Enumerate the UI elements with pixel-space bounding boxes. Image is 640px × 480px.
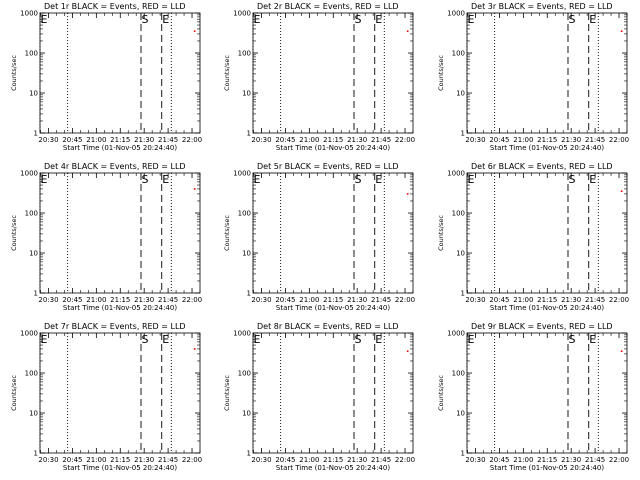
y-axis-label: Counts/sec (223, 215, 231, 251)
plot-frame (40, 13, 200, 133)
plot-frame (467, 173, 627, 293)
x-tick-label: 21:30 (561, 136, 582, 144)
event-marker-s: S (141, 173, 149, 186)
x-tick-label: 21:00 (513, 296, 534, 304)
x-tick-label: 20:30 (38, 456, 59, 464)
event-marker-e: E (40, 173, 48, 186)
plot-frame (467, 333, 627, 453)
x-tick-label: 20:30 (251, 456, 272, 464)
x-tick-label: 20:30 (38, 136, 59, 144)
x-axis-label: Start Time (01-Nov-05 20:24:40) (489, 144, 605, 152)
event-marker-e: E (467, 333, 475, 346)
y-axis-label: Counts/sec (10, 375, 18, 411)
event-marker-s: S (568, 173, 576, 186)
x-tick-label: 21:45 (585, 296, 606, 304)
x-tick-label: 21:00 (513, 456, 534, 464)
x-tick-label: 20:45 (275, 136, 296, 144)
x-axis-label: Start Time (01-Nov-05 20:24:40) (62, 144, 178, 152)
x-tick-label: 21:15 (110, 296, 131, 304)
y-tick-label: 1000 (20, 9, 38, 18)
x-tick-label: 21:15 (110, 456, 131, 464)
x-tick-label: 22:00 (394, 296, 416, 304)
x-axis-label: Start Time (01-Nov-05 20:24:40) (275, 304, 391, 312)
panel-det-1 (10, 2, 202, 152)
x-tick-label: 21:15 (323, 456, 344, 464)
event-marker-e: E (467, 13, 475, 26)
y-tick-label: 1 (33, 449, 38, 458)
panel-det-2 (223, 2, 415, 152)
y-axis-label: Counts/sec (437, 215, 445, 251)
x-tick-label: 21:00 (299, 456, 320, 464)
lld-data-point (194, 30, 196, 32)
y-tick-label: 1000 (447, 9, 465, 18)
x-tick-label: 21:30 (347, 456, 368, 464)
x-tick-label: 20:30 (465, 136, 486, 144)
x-tick-label: 21:30 (561, 456, 582, 464)
y-tick-label: 100 (24, 209, 38, 218)
y-axis-label: Counts/sec (437, 55, 445, 91)
lld-data-point (407, 350, 409, 352)
event-marker-e: E (253, 13, 261, 26)
x-tick-label: 21:00 (299, 296, 320, 304)
x-axis-label: Start Time (01-Nov-05 20:24:40) (489, 464, 605, 472)
y-tick-label: 10 (29, 409, 38, 418)
y-tick-label: 1 (460, 129, 465, 138)
x-tick-label: 20:45 (62, 136, 83, 144)
x-axis-label: Start Time (01-Nov-05 20:24:40) (62, 464, 178, 472)
y-tick-label: 10 (456, 249, 465, 258)
event-marker-s: S (354, 333, 362, 346)
x-tick-label: 21:00 (86, 136, 107, 144)
x-tick-label: 21:30 (134, 136, 155, 144)
x-tick-label: 21:15 (110, 136, 131, 144)
x-axis-label: Start Time (01-Nov-05 20:24:40) (275, 464, 391, 472)
x-axis-label: Start Time (01-Nov-05 20:24:40) (275, 144, 391, 152)
panel-title: Det 2r BLACK = Events, RED = LLD (257, 2, 399, 11)
panel-det-6 (437, 162, 629, 312)
panel-title: Det 3r BLACK = Events, RED = LLD (471, 2, 613, 11)
x-tick-label: 21:00 (299, 136, 320, 144)
y-tick-label: 1 (246, 129, 251, 138)
x-tick-label: 20:30 (251, 296, 272, 304)
x-tick-label: 20:30 (465, 296, 486, 304)
y-tick-label: 1000 (20, 329, 38, 338)
x-tick-label: 22:00 (394, 456, 416, 464)
x-tick-label: 22:00 (181, 136, 203, 144)
x-tick-label: 21:00 (513, 136, 534, 144)
y-tick-label: 100 (451, 209, 465, 218)
x-tick-label: 20:30 (38, 296, 59, 304)
y-tick-label: 10 (456, 89, 465, 98)
y-tick-label: 1 (246, 289, 251, 298)
x-tick-label: 20:30 (251, 136, 272, 144)
y-tick-label: 10 (242, 409, 251, 418)
event-marker-e: E (162, 333, 170, 346)
panel-title: Det 9r BLACK = Events, RED = LLD (471, 322, 613, 331)
x-tick-label: 20:45 (489, 456, 510, 464)
y-axis-label: Counts/sec (10, 215, 18, 251)
lld-data-point (407, 30, 409, 32)
lld-data-point (407, 193, 409, 195)
x-tick-label: 22:00 (608, 136, 630, 144)
y-tick-label: 1 (460, 449, 465, 458)
panel-title: Det 7r BLACK = Events, RED = LLD (44, 322, 186, 331)
plot-frame (253, 173, 413, 293)
event-marker-s: S (354, 173, 362, 186)
y-tick-label: 1000 (233, 169, 251, 178)
y-tick-label: 100 (24, 369, 38, 378)
x-tick-label: 20:45 (275, 456, 296, 464)
y-axis-label: Counts/sec (223, 375, 231, 411)
x-tick-label: 21:30 (134, 456, 155, 464)
x-tick-label: 21:45 (371, 456, 392, 464)
y-tick-label: 100 (451, 369, 465, 378)
event-marker-e: E (375, 13, 383, 26)
y-tick-label: 1 (33, 129, 38, 138)
x-tick-label: 21:30 (347, 136, 368, 144)
panel-title: Det 6r BLACK = Events, RED = LLD (471, 162, 613, 171)
event-marker-e: E (467, 173, 475, 186)
event-marker-s: S (141, 333, 149, 346)
event-marker-s: S (568, 333, 576, 346)
x-tick-label: 21:45 (371, 296, 392, 304)
event-marker-e: E (253, 333, 261, 346)
event-marker-e: E (589, 173, 597, 186)
y-tick-label: 100 (237, 209, 251, 218)
panel-det-8 (223, 322, 415, 472)
x-tick-label: 20:45 (62, 296, 83, 304)
event-marker-e: E (589, 13, 597, 26)
event-marker-e: E (253, 173, 261, 186)
event-marker-e: E (40, 333, 48, 346)
x-tick-label: 22:00 (181, 296, 203, 304)
y-tick-label: 1000 (447, 329, 465, 338)
y-tick-label: 100 (237, 49, 251, 58)
x-tick-label: 21:45 (585, 136, 606, 144)
event-marker-e: E (589, 333, 597, 346)
x-axis-label: Start Time (01-Nov-05 20:24:40) (62, 304, 178, 312)
plot-frame (40, 333, 200, 453)
y-axis-label: Counts/sec (223, 55, 231, 91)
panel-title: Det 1r BLACK = Events, RED = LLD (44, 2, 186, 11)
y-tick-label: 1 (460, 289, 465, 298)
x-tick-label: 21:15 (323, 296, 344, 304)
x-tick-label: 22:00 (608, 296, 630, 304)
panel-title: Det 8r BLACK = Events, RED = LLD (257, 322, 399, 331)
x-tick-label: 20:30 (465, 456, 486, 464)
x-tick-label: 21:00 (86, 456, 107, 464)
plot-frame (40, 173, 200, 293)
event-marker-e: E (162, 13, 170, 26)
x-tick-label: 21:15 (537, 136, 558, 144)
x-tick-label: 21:15 (537, 456, 558, 464)
x-tick-label: 21:45 (371, 136, 392, 144)
lld-data-point (621, 190, 623, 192)
event-marker-e: E (375, 173, 383, 186)
x-tick-label: 21:45 (158, 456, 179, 464)
y-tick-label: 1 (33, 289, 38, 298)
y-tick-label: 100 (451, 49, 465, 58)
x-tick-label: 21:30 (347, 296, 368, 304)
y-tick-label: 1 (246, 449, 251, 458)
lld-data-point (194, 348, 196, 350)
y-tick-label: 10 (242, 249, 251, 258)
event-marker-s: S (141, 13, 149, 26)
x-tick-label: 20:45 (62, 456, 83, 464)
event-marker-s: S (568, 13, 576, 26)
y-tick-label: 100 (24, 49, 38, 58)
x-tick-label: 21:15 (323, 136, 344, 144)
x-tick-label: 21:00 (86, 296, 107, 304)
y-axis-label: Counts/sec (437, 375, 445, 411)
panel-det-9 (437, 322, 629, 472)
lld-data-point (621, 350, 623, 352)
panel-det-7 (10, 322, 202, 472)
y-tick-label: 10 (242, 89, 251, 98)
plot-frame (467, 13, 627, 133)
x-tick-label: 22:00 (181, 456, 203, 464)
plot-frame (253, 333, 413, 453)
x-axis-label: Start Time (01-Nov-05 20:24:40) (489, 304, 605, 312)
y-tick-label: 10 (29, 89, 38, 98)
x-tick-label: 21:15 (537, 296, 558, 304)
panel-title: Det 4r BLACK = Events, RED = LLD (44, 162, 186, 171)
event-marker-s: S (354, 13, 362, 26)
plot-frame (253, 13, 413, 133)
x-tick-label: 21:30 (561, 296, 582, 304)
x-tick-label: 21:45 (158, 136, 179, 144)
event-marker-e: E (375, 333, 383, 346)
y-tick-label: 1000 (447, 169, 465, 178)
panel-det-3 (437, 2, 629, 152)
y-tick-label: 1000 (233, 329, 251, 338)
panel-det-5 (223, 162, 415, 312)
event-marker-e: E (162, 173, 170, 186)
x-tick-label: 22:00 (608, 456, 630, 464)
x-tick-label: 22:00 (394, 136, 416, 144)
lld-data-point (621, 30, 623, 32)
y-tick-label: 1000 (233, 9, 251, 18)
panel-title: Det 5r BLACK = Events, RED = LLD (257, 162, 399, 171)
y-tick-label: 1000 (20, 169, 38, 178)
lld-data-point (194, 188, 196, 190)
x-tick-label: 21:45 (158, 296, 179, 304)
y-axis-label: Counts/sec (10, 55, 18, 91)
x-tick-label: 21:45 (585, 456, 606, 464)
x-tick-label: 20:45 (489, 136, 510, 144)
x-tick-label: 20:45 (489, 296, 510, 304)
y-tick-label: 10 (29, 249, 38, 258)
x-tick-label: 20:45 (275, 296, 296, 304)
event-marker-e: E (40, 13, 48, 26)
y-tick-label: 10 (456, 409, 465, 418)
x-tick-label: 21:30 (134, 296, 155, 304)
panel-det-4 (10, 162, 202, 312)
y-tick-label: 100 (237, 369, 251, 378)
